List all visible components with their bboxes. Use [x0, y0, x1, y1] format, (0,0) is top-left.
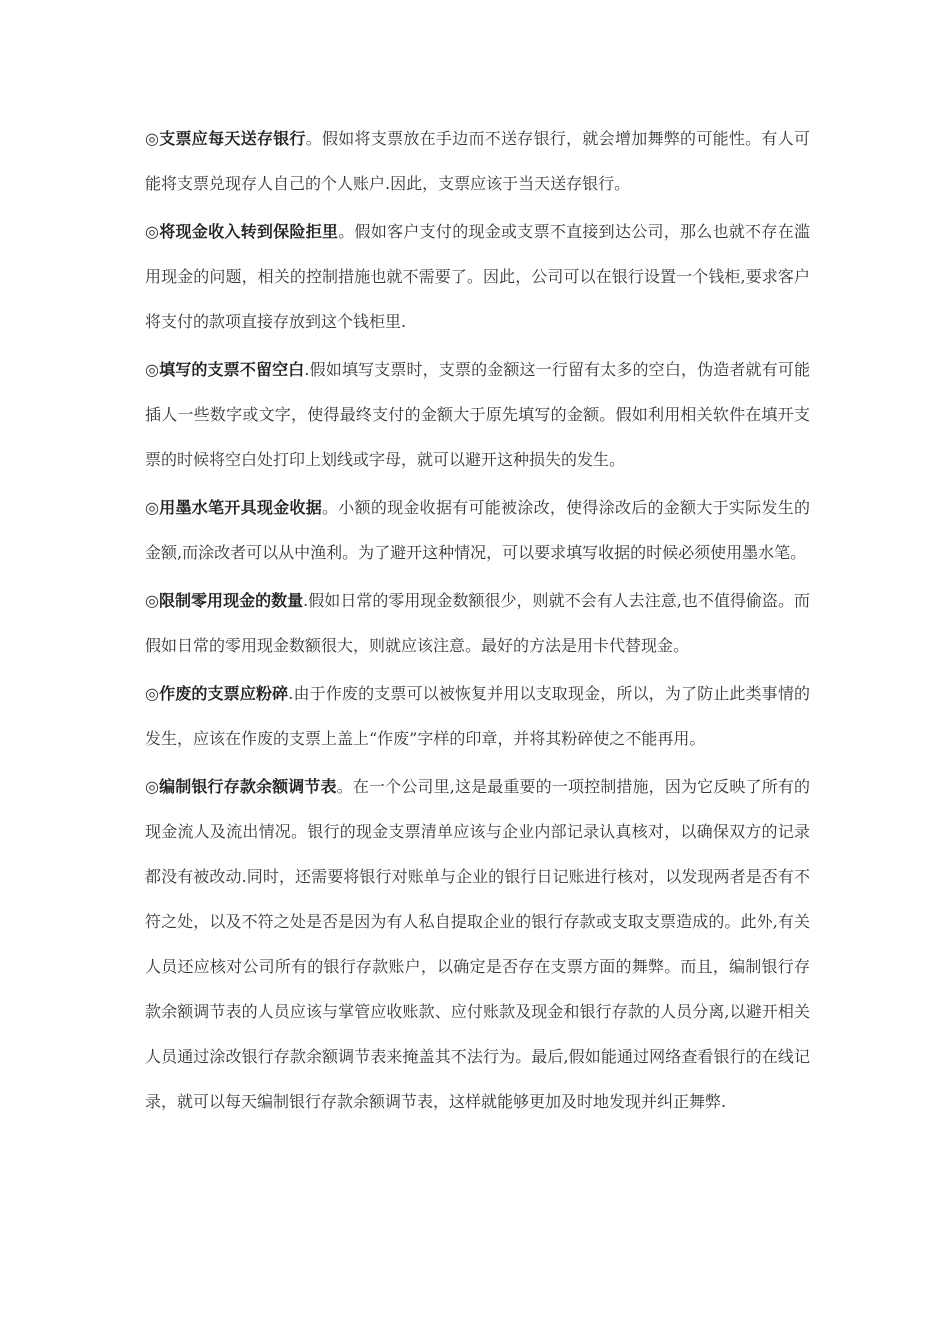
bullet-marker-icon: ◎	[145, 222, 160, 241]
paragraph-text: .假如日常的零用现金数额很少，则就不会有人去注意,也不值得偷盗。而假如日常的零用现金数额很大，则就应该注意。最好的方法是用卡代替现金。	[145, 591, 810, 655]
paragraph-5	[145, 578, 810, 668]
bullet-marker-icon: ◎	[145, 777, 160, 796]
paragraph-heading: 用墨水笔开具现金收据	[159, 498, 323, 517]
paragraph-1	[145, 116, 810, 206]
paragraph-text: 。假如客户支付的现金或支票不直接到达公司，那么也就不存在滥用现金的问题，相关的控制措施也就不需要了。因此，公司可以在银行设置一个钱柜,要求客户将支付的款项直接存放到这个钱柜里.	[145, 222, 810, 331]
paragraph-heading: 限制零用现金的数量	[158, 591, 304, 610]
paragraph-text: 。在一个公司里,这是最重要的一项控制措施，因为它反映了所有的现金流人及流出情况。银行的现金支票清单应该与企业内部记录认真核对，以确保双方的记录都没有被改动.同时，还需要将银行对账单与企业的银行日记账进行核对，以发现两者是否有不符之处，以及不符之处是否是因为有人私自提取企业的银行存款或支取支票造成的。此外,有关人员还应核对公司所有的银行存款账户，以确定是否存在支票方面的舞弊。而且，编制银行存款余额调节表的人员应该与掌管应收账款、应付账款及现金和银行存款的人员分离,以避开相关人员通过涂改银行存款余额调节表来掩盖其不法行为。最后,假如能通过网络查看银行的在线记录，就可以每天编制银行存款余额调节表，这样就能够更加及时地发现并纠正舞弊.	[145, 777, 810, 1111]
paragraph-3	[145, 347, 810, 482]
paragraph-heading: 填写的支票不留空白	[159, 360, 305, 379]
paragraph-heading: 作废的支票应粉碎	[159, 684, 289, 703]
bullet-marker-icon: ◎	[145, 360, 160, 379]
paragraph-heading: 将现金收入转到保险拒里	[159, 222, 339, 241]
paragraph-text: 。小额的现金收据有可能被涂改，使得涂改后的金额大于实际发生的金额,而涂改者可以从中渔利。为了避开这种情况，可以要求填写收据的时候必须使用墨水笔。	[145, 498, 810, 562]
bullet-marker-icon: ◎	[145, 684, 160, 703]
paragraph-heading: 编制银行存款余额调节表	[159, 777, 337, 796]
paragraph-6	[145, 671, 810, 761]
document-body	[145, 116, 810, 1127]
bullet-marker-icon: ◎	[145, 498, 160, 517]
paragraph-heading: 支票应每天送存银行	[159, 129, 306, 148]
paragraph-4	[145, 485, 810, 575]
bullet-marker-icon: ◎	[145, 591, 159, 610]
bullet-marker-icon: ◎	[145, 129, 160, 148]
paragraph-2	[145, 209, 810, 344]
paragraph-7	[145, 764, 810, 1124]
paragraph-text: .由于作废的支票可以被恢复并用以支取现金，所以，为了防止此类事情的发生，应该在作废的支票上盖上“作废”字样的印章，并将其粉碎使之不能再用。	[145, 684, 810, 748]
paragraph-text: .假如填写支票时，支票的金额这一行留有太多的空白，伪造者就有可能插人一些数字或文字，使得最终支付的金额大于原先填写的金额。假如利用相关软件在填开支票的时候将空白处打印上划线或字母，就可以避开这种损失的发生。	[145, 360, 810, 469]
paragraph-text: 。假如将支票放在手边而不送存银行，就会增加舞弊的可能性。有人可能将支票兑现存人自己的个人账户.因此，支票应该于当天送存银行。	[145, 129, 810, 193]
